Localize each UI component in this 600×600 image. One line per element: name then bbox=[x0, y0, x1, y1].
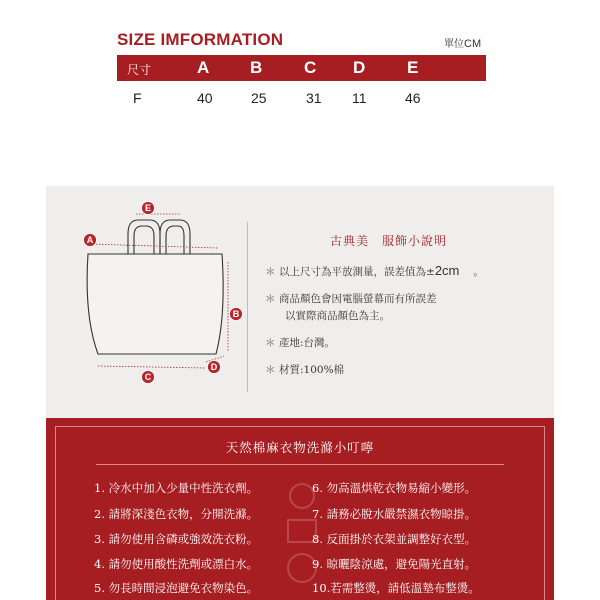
note-item-color bbox=[265, 291, 437, 325]
diagram-label-b: B bbox=[232, 309, 240, 320]
notes-title: 古典美 服飾小說明 bbox=[330, 234, 448, 248]
care-instructions-panel bbox=[46, 418, 554, 600]
note-tolerance-value: 2cm bbox=[434, 263, 460, 278]
size-value-a: 40 bbox=[197, 90, 213, 106]
size-value-e: 46 bbox=[405, 90, 421, 106]
size-value-b: 25 bbox=[251, 90, 267, 106]
note-text: 產地:台灣。 bbox=[279, 337, 336, 349]
size-column-a: A bbox=[197, 58, 210, 77]
diagram-label-e: E bbox=[144, 203, 152, 214]
diagram-label-c: C bbox=[144, 372, 152, 383]
note-item-origin bbox=[265, 335, 335, 352]
care-item-9: 9. 晾曬陰涼處，避免陽光直射。 bbox=[312, 557, 477, 571]
size-column-b: B bbox=[250, 58, 263, 77]
size-row-label: 尺寸 bbox=[127, 63, 152, 77]
care-item-4: 4. 請勿使用酸性洗劑或漂白水。 bbox=[94, 557, 259, 571]
note-bullet: ＊ bbox=[265, 293, 276, 305]
note-text: 材質:100%棉 bbox=[279, 364, 345, 376]
unit-label bbox=[444, 35, 481, 50]
note-item-measurement bbox=[265, 262, 484, 281]
care-item-2: 2. 請將深淺色衣物，分開洗滌。 bbox=[94, 507, 259, 521]
care-item-3: 3. 請勿使用含磷或強效洗衣粉。 bbox=[94, 532, 259, 546]
note-text: 商品顏色會因電腦螢幕而有所誤差 bbox=[279, 293, 437, 305]
note-text-continued: 以實際商品顏色為主。 bbox=[285, 310, 390, 322]
care-item-6: 6. 勿高溫烘乾衣物易縮小變形。 bbox=[312, 481, 477, 495]
care-title: 天然棉麻衣物洗滌小叮嚀 bbox=[225, 440, 375, 455]
diagram-label-d: D bbox=[210, 362, 218, 373]
note-bullet: ＊ bbox=[265, 364, 276, 376]
care-item-5: 5. 勿長時間浸泡避免衣物染色。 bbox=[94, 581, 259, 595]
unit-value: CM bbox=[464, 38, 482, 50]
size-value-c: 31 bbox=[306, 90, 322, 106]
size-table-row bbox=[117, 90, 486, 110]
note-bullet: ＊ bbox=[265, 266, 276, 278]
size-information-section bbox=[0, 0, 600, 186]
diagram-label-a: A bbox=[86, 235, 94, 246]
size-column-c: C bbox=[304, 58, 317, 77]
bag-measurement-diagram bbox=[76, 196, 252, 392]
note-bullet: ＊ bbox=[265, 337, 276, 349]
size-title: SIZE IMFORMATION bbox=[117, 30, 284, 49]
size-column-d: D bbox=[353, 58, 366, 77]
care-item-7: 7. 請務必脫水嚴禁濕衣物晾掛。 bbox=[312, 507, 477, 521]
care-item-8: 8. 反面掛於衣架並調整好衣型。 bbox=[312, 532, 477, 546]
size-name: F bbox=[133, 90, 142, 106]
note-item-material bbox=[265, 362, 344, 379]
size-value-d: 11 bbox=[352, 90, 367, 106]
note-text: 以上尺寸為平放測量，誤差值為± bbox=[279, 266, 435, 278]
care-title-rule bbox=[96, 464, 504, 465]
note-text-end: 。 bbox=[473, 266, 484, 278]
unit-label-text: 單位 bbox=[444, 39, 464, 50]
care-item-1: 1. 冷水中加入少量中性洗衣劑。 bbox=[94, 481, 259, 495]
size-column-e: E bbox=[407, 58, 419, 77]
section-divider bbox=[247, 222, 248, 392]
care-item-10: 10.若需整燙，請低溫墊布整燙。 bbox=[312, 581, 480, 595]
size-table-header bbox=[117, 55, 486, 81]
